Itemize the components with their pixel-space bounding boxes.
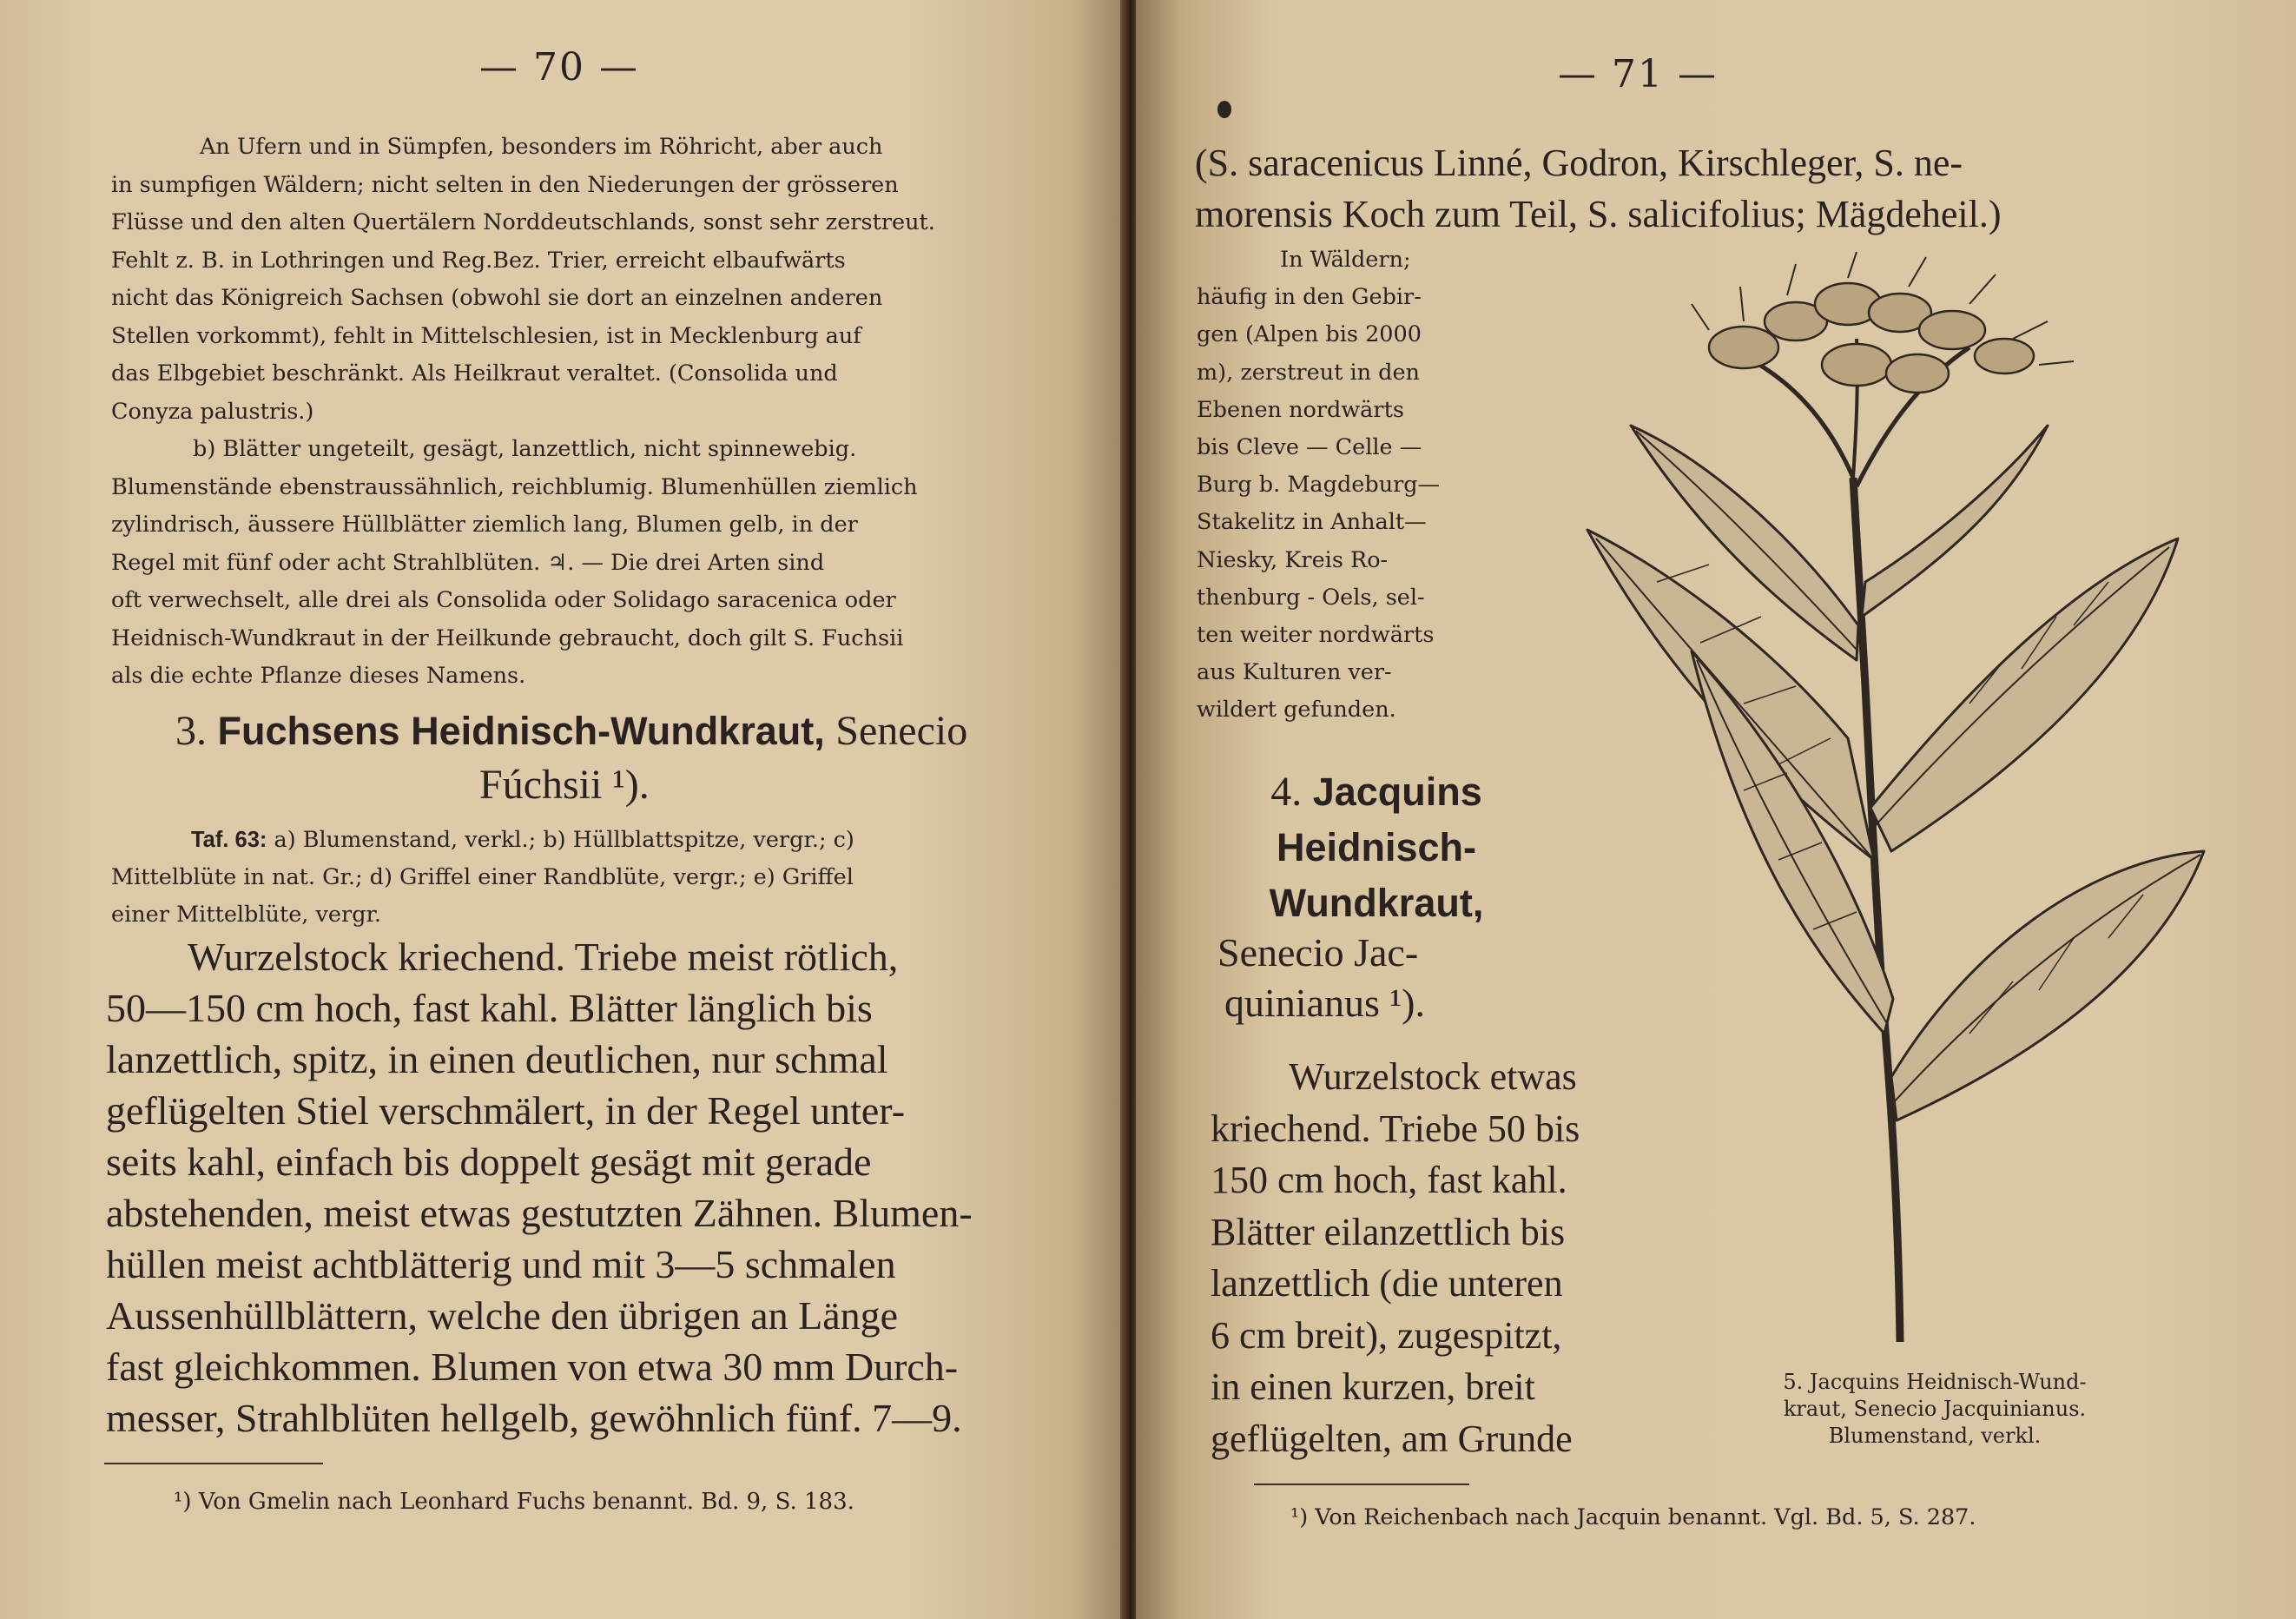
- text-line: Niesky, Kreis Ro-: [1197, 546, 1389, 573]
- description-text: [106, 931, 973, 1444]
- text-line: 6 cm breit), zugespitzt,: [1211, 1313, 1562, 1357]
- intro-text: [111, 129, 935, 696]
- species-latin: [1217, 928, 1425, 1028]
- species-heading: [175, 707, 967, 755]
- text-line: gen (Alpen bis 2000: [1197, 321, 1422, 348]
- text-line: lanzettlich (die unteren: [1211, 1262, 1563, 1305]
- text-line: abstehenden, meist etwas gestutzten Zähnen. Blumen-: [106, 1191, 973, 1235]
- text-line: 150 cm hoch, fast kahl.: [1211, 1159, 1567, 1201]
- species-name: Heidnisch-: [1276, 825, 1477, 869]
- text-line: als die echte Pflanze dieses Namens.: [111, 663, 526, 689]
- plate-line: a) Blumenstand, verkl.; b) Hüllblattspitze, vergr.; c): [274, 827, 854, 853]
- species-name: Fuchsens Heidnisch-Wundkraut,: [217, 709, 825, 753]
- text-line: Regel mit fünf oder acht Strahlblüten. ♃. — Die drei Arten sind: [111, 549, 825, 576]
- text-line: Stellen vorkommt), fehlt in Mittelschlesien, ist in Mecklenburg auf: [111, 322, 861, 349]
- page-number: — 70 —: [479, 45, 639, 89]
- text-line: Flüsse und den alten Quertälern Norddeutschlands, sonst sehr zerstreut.: [111, 209, 935, 235]
- species-heading: [1233, 764, 1520, 931]
- text-line: Blätter eilanzettlich bis: [1211, 1210, 1566, 1253]
- habitat-text: [1197, 241, 1440, 730]
- text-line: kriechend. Triebe 50 bis: [1211, 1107, 1580, 1150]
- species-name: Jacquins: [1312, 770, 1482, 814]
- footnote: ¹) Von Gmelin nach Leonhard Fuchs benannt. Bd. 9, S. 183.: [174, 1489, 854, 1515]
- text-line: An Ufern und in Sümpfen, besonders im Röhricht, aber auch: [200, 134, 883, 160]
- page-number: — 71 —: [1558, 52, 1718, 96]
- species-latin: Senecio: [835, 708, 968, 754]
- synonyms-text: [1195, 137, 2002, 240]
- text-line: ten weiter nordwärts: [1197, 622, 1435, 649]
- text-line: thenburg - Oels, sel-: [1197, 584, 1425, 611]
- text-line: Wurzelstock etwas: [1289, 1055, 1577, 1098]
- text-line: seits kahl, einfach bis doppelt gesägt mit gerade: [106, 1140, 872, 1184]
- text-line: Conyza palustris.): [111, 398, 314, 425]
- species-name: Wundkraut,: [1269, 881, 1484, 925]
- text-line: nicht das Königreich Sachsen (obwohl sie dort an einzelnen anderen: [111, 285, 883, 311]
- footnote: ¹) Von Reichenbach nach Jacquin benannt. Vgl. Bd. 5, S. 287.: [1290, 1504, 1976, 1530]
- text-line: Wurzelstock kriechend. Triebe meist rötlich,: [188, 935, 899, 979]
- text-line: m), zerstreut in den: [1197, 359, 1420, 386]
- ink-dot: [1217, 101, 1231, 118]
- caption-line: 5. Jacquins Heidnisch-Wund-: [1783, 1370, 2087, 1394]
- text-line: In Wäldern;: [1280, 247, 1411, 273]
- text-line: das Elbgebiet beschränkt. Als Heilkraut veraltet. (Consolida und: [111, 360, 838, 387]
- species-number: 3.: [175, 708, 207, 754]
- text-line: geflügelten, am Grunde: [1211, 1417, 1573, 1460]
- text-line: Aussenhüllblättern, welche den übrigen an Länge: [106, 1293, 899, 1338]
- text-line: messer, Strahlblüten hellgelb, gewöhnlich fünf. 7—9.: [106, 1396, 962, 1440]
- text-line: Blumenstände ebenstraussähnlich, reichblumig. Blumenhüllen ziemlich: [111, 473, 918, 500]
- plant-illustration: [1483, 252, 2247, 1346]
- text-line: Ebenen nordwärts: [1197, 396, 1404, 423]
- text-line: hüllen meist achtblätterig und mit 3—5 schmalen: [106, 1242, 896, 1286]
- text-line: quinianus ¹).: [1224, 981, 1425, 1025]
- caption-line: Blumenstand, verkl.: [1828, 1424, 2042, 1448]
- footnote-rule: [1254, 1484, 1469, 1485]
- plate-line: Mittelblüte in nat. Gr.; d) Griffel einer Randblüte, vergr.; e) Griffel: [111, 864, 854, 890]
- text-line: häufig in den Gebir-: [1197, 284, 1422, 311]
- plate-reference: [111, 822, 854, 934]
- species-number: 4.: [1270, 769, 1303, 815]
- text-line: oft verwechselt, alle drei als Consolida oder Solidago saracenica oder: [111, 587, 896, 613]
- species-latin-cont: Fúchsii ¹).: [479, 762, 650, 808]
- figure-caption: [1709, 1369, 2161, 1450]
- text-line: wildert gefunden.: [1197, 697, 1396, 724]
- text-line: zylindrisch, äussere Hüllblätter ziemlich lang, Blumen gelb, in der: [111, 512, 858, 538]
- footnote-rule: [104, 1463, 323, 1464]
- text-line: geflügelten Stiel verschmälert, in der Regel unter-: [106, 1088, 906, 1133]
- text-line: (S. saracenicus Linné, Godron, Kirschleger, S. ne-: [1195, 142, 1963, 184]
- text-line: in sumpfigen Wäldern; nicht selten in den Niederungen der grösseren: [111, 171, 899, 198]
- plate-line: einer Mittelblüte, vergr.: [111, 902, 382, 928]
- text-line: aus Kulturen ver-: [1197, 659, 1392, 686]
- text-line: 50—150 cm hoch, fast kahl. Blätter länglich bis: [106, 986, 873, 1030]
- text-line: Burg b. Magdeburg—: [1197, 472, 1441, 499]
- text-line: in einen kurzen, breit: [1211, 1365, 1535, 1408]
- text-line: Heidnisch-Wundkraut in der Heilkunde gebraucht, doch gilt S. Fuchsii: [111, 624, 904, 651]
- text-line: lanzettlich, spitz, in einen deutlichen, nur schmal: [106, 1037, 888, 1081]
- text-line: morensis Koch zum Teil, S. salicifolius; Mägdeheil.): [1195, 193, 2002, 235]
- text-line: Senecio Jac-: [1217, 930, 1419, 975]
- species-heading-line2: [479, 761, 650, 809]
- plate-label: Taf. 63:: [191, 828, 267, 852]
- text-line: fast gleichkommen. Blumen von etwa 30 mm Durch-: [106, 1345, 959, 1389]
- left-page: [0, 0, 1125, 1619]
- text-line: Stakelitz in Anhalt—: [1197, 509, 1427, 536]
- text-line: b) Blätter ungeteilt, gesägt, lanzettlich, nicht spinnewebig.: [193, 436, 857, 462]
- text-line: Fehlt z. B. in Lothringen und Reg.Bez. Trier, erreicht elbaufwärts: [111, 247, 846, 274]
- right-page: [1136, 0, 2296, 1619]
- caption-line: kraut, Senecio Jacquinianus.: [1783, 1397, 2087, 1421]
- text-line: bis Cleve — Celle —: [1197, 434, 1422, 461]
